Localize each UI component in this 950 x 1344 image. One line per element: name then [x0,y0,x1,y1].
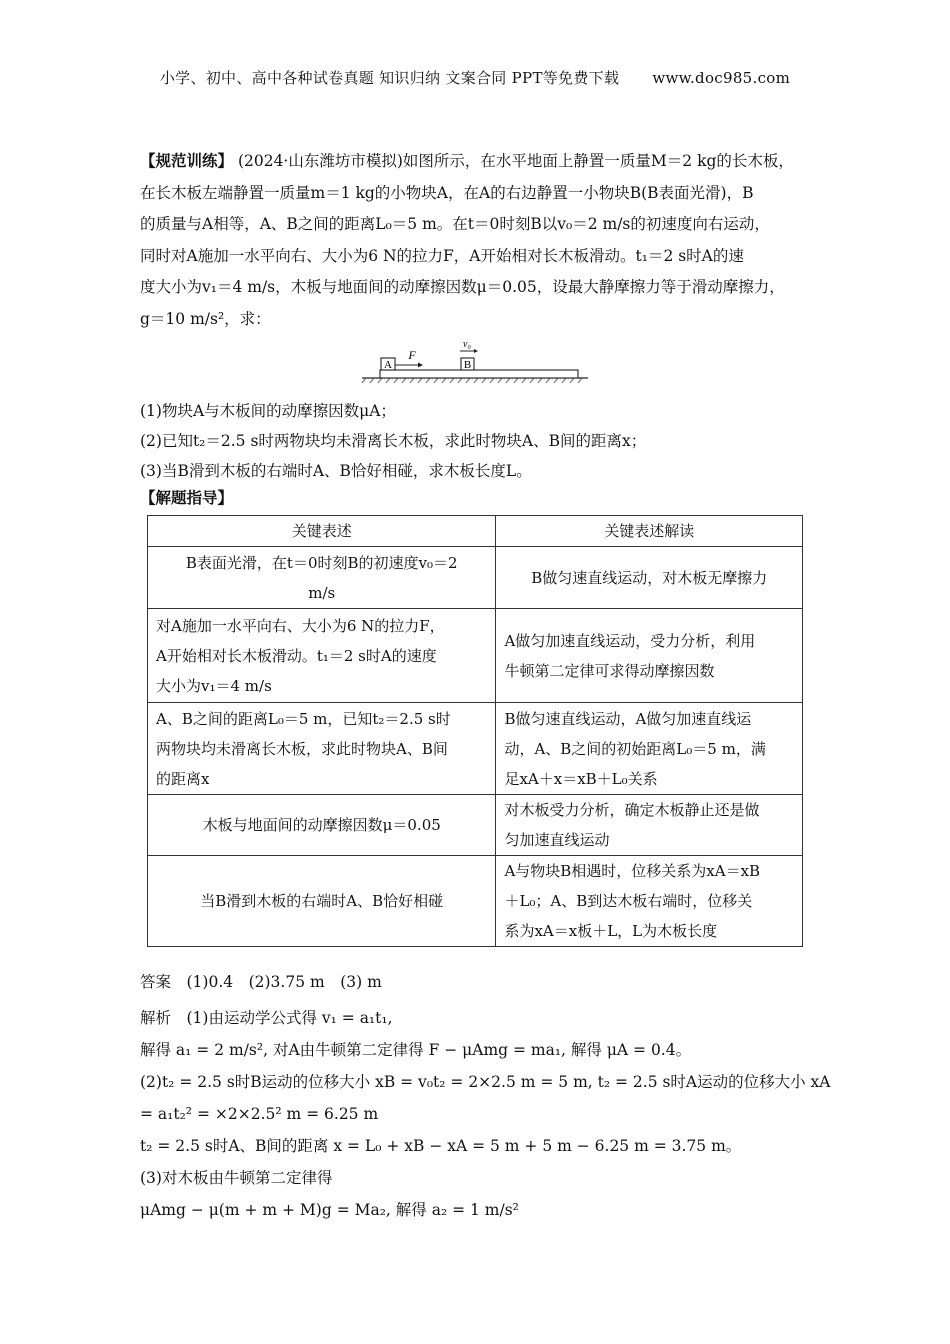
table-cell-interp: A做匀加速直线运动，受力分析，利用 牛顿第二定律可求得动摩擦因数 [496,609,803,703]
table-cell-key: 当B滑到木板的右端时A、B恰好相碰 [148,856,496,947]
force-label: F [408,348,416,362]
question-item: (1)物块A与木板间的动摩擦因数μA； [140,402,396,420]
solution-line: 解析 (1)由运动学公式得 v₁ = a₁t₁, [140,1009,393,1027]
header-site: www.doc985.com [652,69,791,87]
question-list [140,396,805,486]
problem-line: 同时对A施加一水平向右、大小为6 N的拉力F，A开始相对长木板滑动。t₁＝2 s时A的速 [140,246,744,265]
block-b-label: B [463,359,472,371]
table-cell-key: 木板与地面间的动摩擦因数μ＝0.05 [148,795,496,856]
guide-table [147,515,803,947]
table-cell-interp: 对木板受力分析，确定木板静止还是做 匀加速直线运动 [496,795,803,856]
table-cell-key: 对A施加一水平向右、大小为6 N的拉力F， A开始相对长木板滑动。t₁＝2 s时A的速度 大小为v₁＝4 m/s [148,609,496,703]
solution-line: μAmg − μ(m + m + M)g = Ma₂, 解得 a₂ = 1 m/s² [140,1201,519,1219]
table-row [148,547,803,609]
problem-line: (2024·山东潍坊市模拟)如图所示，在水平地面上静置一质量M＝2 kg的长木板， [233,152,794,170]
problem-line: 的质量与A相等，A、B之间的距离L₀＝5 m。在t＝0时刻B以v₀＝2 m/s的初速度向右运动， [140,215,770,233]
solution-line: (2)t₂ = 2.5 s时B运动的位移大小 xB = v₀t₂ = 2×2.5 m = 5 m, t₂ = 2.5 s时A运动的位移大小 xA [140,1073,831,1091]
solution-line: (3)对木板由牛顿第二定律得 [140,1169,333,1187]
problem-statement [140,146,805,335]
long-board [380,370,578,378]
table-cell-interp: B做匀速直线运动，对木板无摩擦力 [496,547,803,609]
problem-line: 在长木板左端静置一质量m＝1 kg的小物块A，在A的右边静置一小物块B(B表面光滑)，B [140,183,754,202]
solution-line: = a₁t₂² = ×2×2.5² m = 6.25 m [140,1105,379,1123]
problem-tag: 【规范训练】 [140,152,234,170]
problem-line: 度大小为v₁＝4 m/s，木板与地面间的动摩擦因数μ＝0.05，设最大静摩擦力等于滑动摩擦力， [140,278,785,296]
solution-line: 解得 a₁ = 2 m/s², 对A由牛顿第二定律得 F − μAmg = ma₁, 解得 μA = 0.4。 [140,1041,692,1059]
velocity-label: v₀ [463,339,471,350]
question-item: (3)当B滑到木板的右端时A、B恰好相碰，求木板长度L。 [140,462,532,480]
table-cell-key: B表面光滑，在t＝0时刻B的初速度v₀＝2 m/s [148,547,496,609]
table-row [148,795,803,856]
force-arrowhead [418,363,423,368]
guide-title: 【解题指导】 [140,489,234,507]
table-row [148,609,803,703]
solution-line: t₂ = 2.5 s时A、B间的距离 x = L₀ + xB − xA = 5 m + 5 m − 6.25 m = 3.75 m。 [140,1137,742,1155]
problem-line: g＝10 m/s²，求： [140,309,271,328]
table-header: 关键表述 [148,516,496,547]
solution [140,1002,831,1226]
page-header [0,67,950,88]
table-cell-interp: A与物块B相遇时，位移关系为xA＝xB ＋L₀；A、B到达木板右端时，位移关 系为xA＝x板＋L，L为木板长度 [496,856,803,947]
ground-hatch [362,378,582,383]
table-row [148,856,803,947]
table-cell-interp: B做匀速直线运动，A做匀加速直线运 动，A、B之间的初始距离L₀＝5 m，满 足xA＋x＝xB＋L₀关系 [496,703,803,795]
answer-line: 答案 (1)0.4 (2)3.75 m (3) m [140,973,382,991]
question-item: (2)已知t₂＝2.5 s时两物块均未滑离长木板，求此时物块A、B间的距离x； [140,432,647,450]
table-header: 关键表述解读 [496,516,803,547]
physics-diagram [360,336,592,386]
table-cell-key: A、B之间的距离L₀＝5 m，已知t₂＝2.5 s时 两物块均未滑离长木板，求此时物块A、B间 的距离x [148,703,496,795]
block-a-label: A [384,359,392,371]
table-header-row [148,516,803,547]
table-row [148,703,803,795]
header-text: 小学、初中、高中各种试卷真题 知识归纳 文案合同 PPT等免费下载 [159,69,620,87]
velocity-arrowhead [474,349,478,353]
